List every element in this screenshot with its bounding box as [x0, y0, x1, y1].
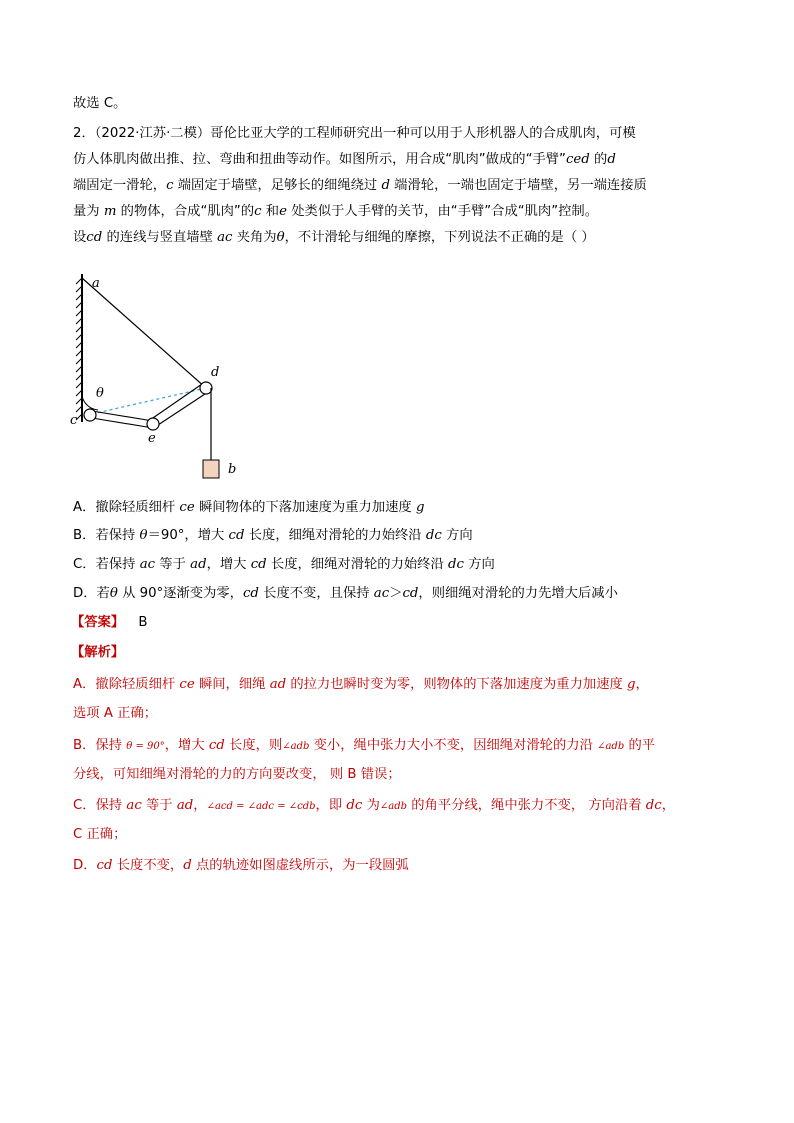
pulley-d — [200, 382, 212, 394]
physics-figure — [70, 272, 250, 484]
question-line-4: 量为 m 的物体，合成“肌肉”的c 和e 处类似于人手臂的关节，由“手臂”合成“肌肉”控制。 — [73, 204, 598, 219]
question-line-1: 2．（2022·江苏·二模）哥伦比亚大学的工程师研究出一种可以用于人形机器人的合成肌肉，可模 — [73, 126, 636, 141]
joint-e — [147, 418, 159, 430]
option-c: C．若保持 ac 等于 ad，增大 cd 长度，细绳对滑轮的力始终沿 dc 方向 — [73, 557, 495, 572]
analysis-a-line1: A．撤除轻质细杆 ce 瞬间，细绳 ad 的拉力也瞬时变为零，则物体的下落加速度为重力加速度 g， — [73, 677, 649, 692]
analysis-b-line1: B．保持 θ = 90°，增大 cd 长度，则∠adb 变小，绳中张力大小不变，因细绳对滑轮的力沿 ∠adb 的平 — [73, 738, 656, 753]
analysis-b-line2: 分线，可知细绳对滑轮的力的方向要改变， 则 B 错误； — [73, 767, 401, 782]
option-b: B．若保持 θ＝90°，增大 cd 长度，细绳对滑轮的力始终沿 dc 方向 — [73, 528, 473, 543]
label-c: c — [70, 413, 78, 428]
rope-ad — [82, 278, 206, 388]
option-a: A．撤除轻质细杆 ce 瞬间物体的下落加速度为重力加速度 g — [73, 500, 425, 515]
label-a: a — [92, 276, 100, 291]
analysis-d-line1: D．cd 长度不变，d 点的轨迹如图虚线所示，为一段圆弧 — [73, 858, 409, 873]
answer-label: 【答案】 — [71, 615, 125, 630]
mass-block — [203, 460, 219, 478]
joint-c — [84, 409, 96, 421]
analysis-a-line2: 选项 A 正确； — [73, 706, 158, 721]
previous-answer: 故选 C。 — [73, 96, 127, 111]
answer-value: B — [138, 615, 148, 630]
analysis-label: 【解析】 — [71, 645, 125, 660]
question-line-2: 仿人体肌肉做出推、拉、弯曲和扭曲等动作。如图所示，用合成“肌肉”做成的“手臂”ced 的d — [73, 152, 616, 167]
answer-line — [71, 613, 148, 633]
label-b: b — [228, 462, 237, 477]
option-d: D．若θ 从 90°逐渐变为零，cd 长度不变，且保持 ac＞cd，则细绳对滑轮的力先增大后减小 — [73, 586, 618, 601]
label-theta: θ — [96, 386, 104, 401]
analysis-c-line2: C 正确； — [73, 827, 127, 842]
arm-ce — [92, 411, 153, 428]
dashed-line-cd — [92, 388, 206, 414]
arm-ed — [150, 384, 208, 427]
label-e: e — [148, 431, 156, 446]
question-line-3: 端固定一滑轮，c 端固定于墙壁，足够长的细绳绕过 d 端滑轮，一端也固定于墙壁，另一端连接质 — [73, 178, 647, 193]
question-line-5: 设cd 的连线与竖直墙壁 ac 夹角为θ，不计滑轮与细绳的摩擦，下列说法不正确的是（ ） — [73, 230, 595, 245]
label-d: d — [211, 365, 220, 380]
analysis-label-line — [71, 643, 124, 663]
analysis-c-line1: C．保持 ac 等于 ad，∠acd = ∠adc = ∠cdb，即 dc 为∠adb 的角平分线，绳中张力不变， 方向沿着 dc， — [73, 798, 676, 813]
